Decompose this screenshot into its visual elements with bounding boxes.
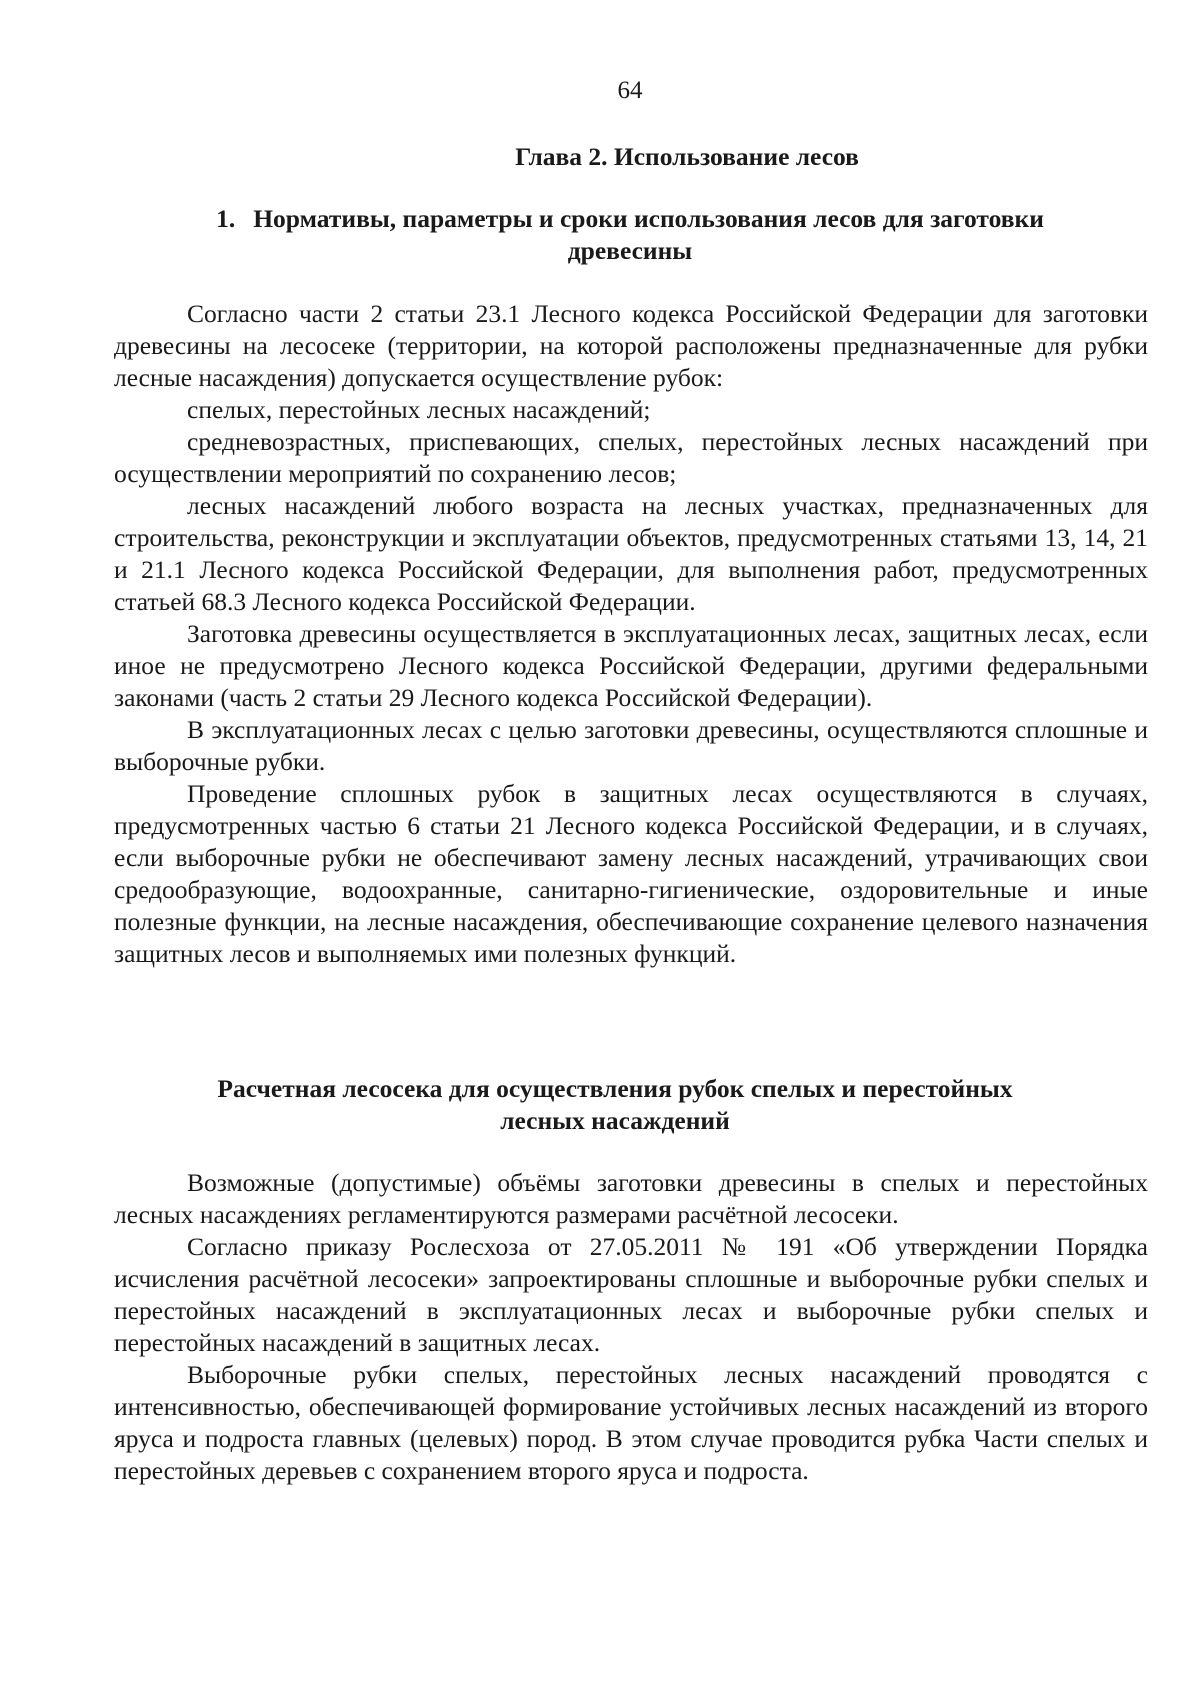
paragraph: В эксплуатационных лесах с целью заготовки древесины, осуществляются сплошные и выборочные рубки. xyxy=(114,715,1148,776)
section-2-title-line2: лесных насаждений xyxy=(500,1106,730,1135)
section-1-body xyxy=(114,298,1148,970)
paragraph: Проведение сплошных рубок в защитных лесах осуществляются в случаях, предусмотренных частью 6 статьи 21 Лесного кодекса Российской Федерации, и в случаях, если выборочные рубки не обеспечивают замену лесных насаждений, утрачивающих свои средообразующие, водоохранные, санитарно-гигиенические, оздоровительные и иные полезные функции, на лесные насаждения, обеспечивающие сохранение целевого назначения защитных лесов и выполняемых ими полезных функций. xyxy=(114,779,1148,968)
paragraph: Согласно приказу Рослесхоза от 27.05.2011 № 191 «Об утверждении Порядка исчисления расчётной лесосеки» запроектированы сплошные и выборочные рубки спелых и перестойных насаждений в эксплуатационных лесах и выборочные рубки спелых и перестойных насаждений в защитных лесах. xyxy=(114,1232,1148,1357)
section-1-heading xyxy=(0,203,1200,267)
paragraph: Возможные (допустимые) объёмы заготовки древесины в спелых и перестойных лесных насаждениях регламентируются размерами расчётной лесосеки. xyxy=(114,1168,1148,1229)
page-number: 64 xyxy=(617,77,643,104)
section-2-heading xyxy=(0,1073,1200,1137)
section-1-number: 1. xyxy=(216,204,236,233)
paragraph: лесных насаждений любого возраста на лесных участках, предназначенных для строительства, реконструкции и эксплуатации объектов, предусмотренных статьями 13, 14, 21 и 21.1 Лесного кодекса Российской Федерации, для выполнения работ, предусмотренных статьей 68.3 Лесного кодекса Российской Федерации. xyxy=(114,491,1148,616)
paragraph: Выборочные рубки спелых, перестойных лесных насаждений проводятся с интенсивностью, обеспечивающей формирование устойчивых лесных насаждений из второго яруса и подроста главных (целевых) пород. В этом случае проводится рубка Части спелых и перестойных деревьев с сохранением второго яруса и подроста. xyxy=(114,1360,1148,1485)
section-2-body xyxy=(114,1167,1148,1487)
section-1-title-line1: Нормативы, параметры и сроки использования лесов для заготовки xyxy=(253,204,1044,233)
paragraph: спелых, перестойных лесных насаждений; xyxy=(187,395,651,424)
section-1-title-line2: древесины xyxy=(567,236,693,265)
section-1-heading-line1 xyxy=(0,203,1200,235)
chapter-title: Глава 2. Использование лесов xyxy=(515,142,859,171)
section-2-title-line1: Расчетная лесосека для осуществления рубок спелых и перестойных xyxy=(217,1074,1013,1103)
paragraph: средневозрастных, приспевающих, спелых, перестойных лесных насаждений при осуществлении мероприятий по сохранению лесов; xyxy=(114,427,1148,488)
paragraph: Заготовка древесины осуществляется в эксплуатационных лесах, защитных лесах, если иное не предусмотрено Лесного кодекса Российской Федерации, другими федеральными законами (часть 2 статьи 29 Лесного кодекса Российской Федерации). xyxy=(114,619,1148,712)
paragraph: Согласно части 2 статьи 23.1 Лесного кодекса Российской Федерации для заготовки древесины на лесосеке (территории, на которой расположены предназначенные для рубки лесные насаждения) допускается осуществление рубок: xyxy=(114,299,1148,392)
